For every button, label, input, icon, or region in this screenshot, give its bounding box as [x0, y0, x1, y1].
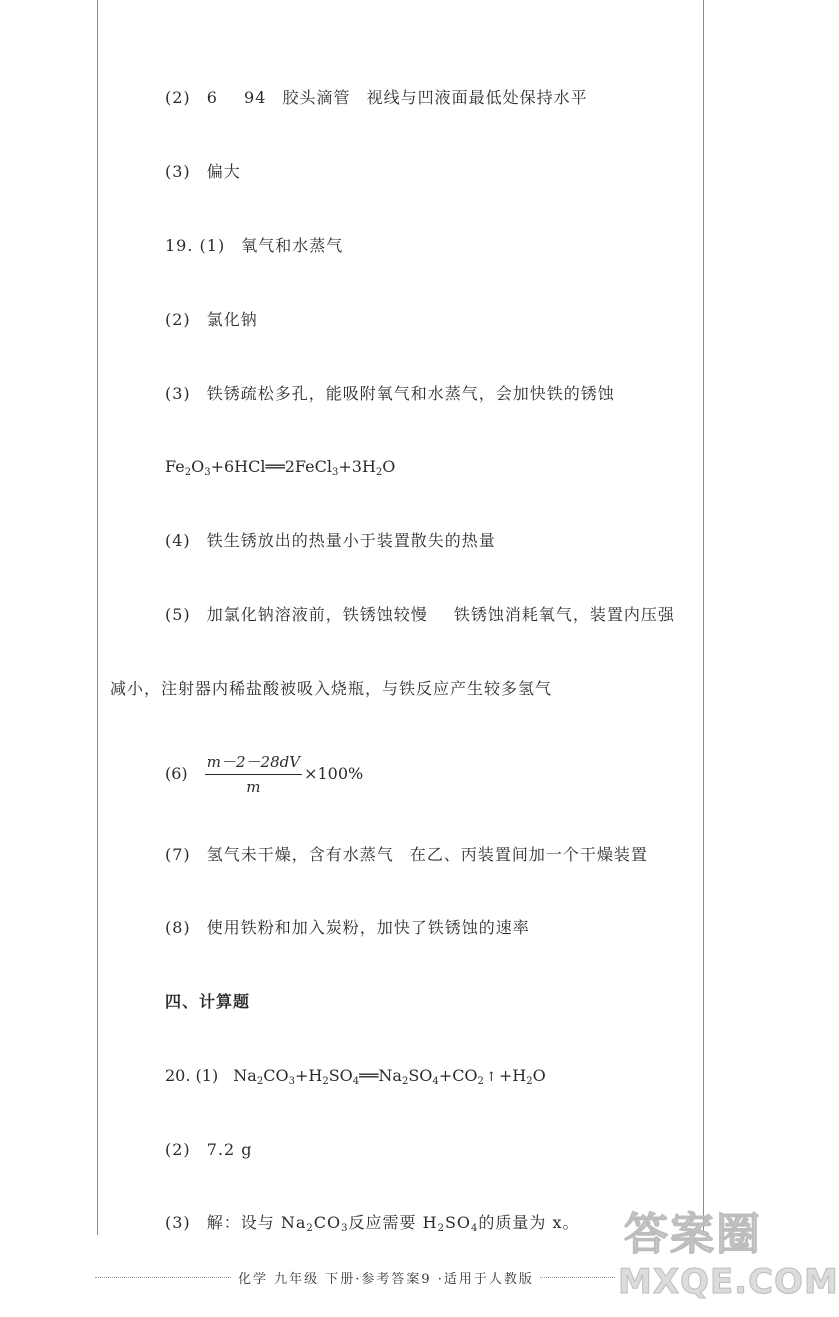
answer-19-7 [165, 845, 648, 865]
answer-19-1 [165, 236, 343, 256]
item-number: (2) [165, 88, 191, 107]
answer-text: 铁锈疏松多孔，能吸附氧气和水蒸气，会加快铁的锈蚀 [206, 384, 615, 403]
item-number: (2) [165, 1140, 191, 1159]
item-number: 19. (1) [165, 236, 226, 255]
answer-19-6 [165, 752, 363, 797]
answer-text: 7.2 g [206, 1140, 253, 1159]
fraction [205, 752, 302, 797]
answer-20-3: (3) 解：设与 $Na_2CO_3$反应需要 $H_2SO_4$的质量为 x。 [165, 1213, 580, 1234]
item-number: 20. (1) [165, 1066, 219, 1085]
answer-text: 胶头滴管 [282, 88, 351, 107]
equation-rust-hcl: $Fe_2O_3+6HCl══2FeCl_3+3H_2O$ [165, 457, 396, 478]
answer-text: 6 [206, 88, 218, 107]
item-number: (6) [165, 764, 188, 783]
answer-text: 加氯化钠溶液前，铁锈蚀较慢 [206, 605, 428, 624]
answer-text: 氯化钠 [206, 310, 258, 329]
item-number: (3) [165, 384, 191, 403]
item-number: (3) [165, 1213, 191, 1232]
item-number: (4) [165, 531, 191, 550]
answer-text: 铁锈蚀消耗氧气，装置内压强 [453, 605, 675, 624]
watermark-text-top: 答案圈 [624, 1209, 762, 1260]
answer-19-3 [165, 384, 615, 404]
answer-text: 使用铁粉和加入炭粉，加快了铁锈蚀的速率 [206, 918, 530, 937]
answer-19-8 [165, 918, 530, 938]
page-footer: 化学 九年级 下册·参考答案9 ·适用于人教版 [232, 1268, 540, 1287]
item-number: (8) [165, 918, 191, 937]
watermark-logo [618, 1198, 839, 1313]
item-number: (3) [165, 162, 191, 181]
answer-19-4 [165, 531, 496, 551]
answer-19-5-continued [110, 679, 552, 699]
answer-18-2 [165, 88, 588, 108]
answer-20-2 [165, 1140, 253, 1160]
answer-text: 氢气未干燥，含有水蒸气 [206, 845, 394, 864]
answer-text: 氧气和水蒸气 [241, 236, 344, 255]
answer-18-3 [165, 162, 241, 182]
item-number: (5) [165, 605, 191, 624]
page-left-border [97, 0, 98, 1235]
answer-20-1: 20. (1) $Na_2CO_3+H_2SO_4══Na_2SO_4+CO_2$ ↑ $+H_2O$ [165, 1066, 546, 1087]
section-heading: 四、计算题 [165, 992, 251, 1011]
watermark-text-bottom: MXQE.COM [618, 1262, 839, 1302]
item-number: (2) [165, 310, 191, 329]
answer-19-5 [165, 605, 675, 625]
answer-text: 铁生锈放出的热量小于装置散失的热量 [206, 531, 496, 550]
answer-text: ×100% [304, 764, 364, 783]
fraction-numerator: m－2－28dV [205, 752, 302, 775]
page-right-border [703, 0, 704, 1235]
answer-text: 减小，注射器内稀盐酸被吸入烧瓶，与铁反应产生较多氢气 [110, 679, 553, 698]
gas-arrow-icon: ↑ [485, 1070, 497, 1085]
fraction-denominator: m [246, 778, 261, 796]
answer-text: 94 [244, 88, 267, 107]
answer-19-2 [165, 310, 258, 330]
answer-text: 在乙、丙装置间加一个干燥装置 [409, 845, 648, 864]
answer-text: 偏大 [206, 162, 241, 181]
answer-text: 视线与凹液面最低处保持水平 [366, 88, 588, 107]
item-number: (7) [165, 845, 191, 864]
